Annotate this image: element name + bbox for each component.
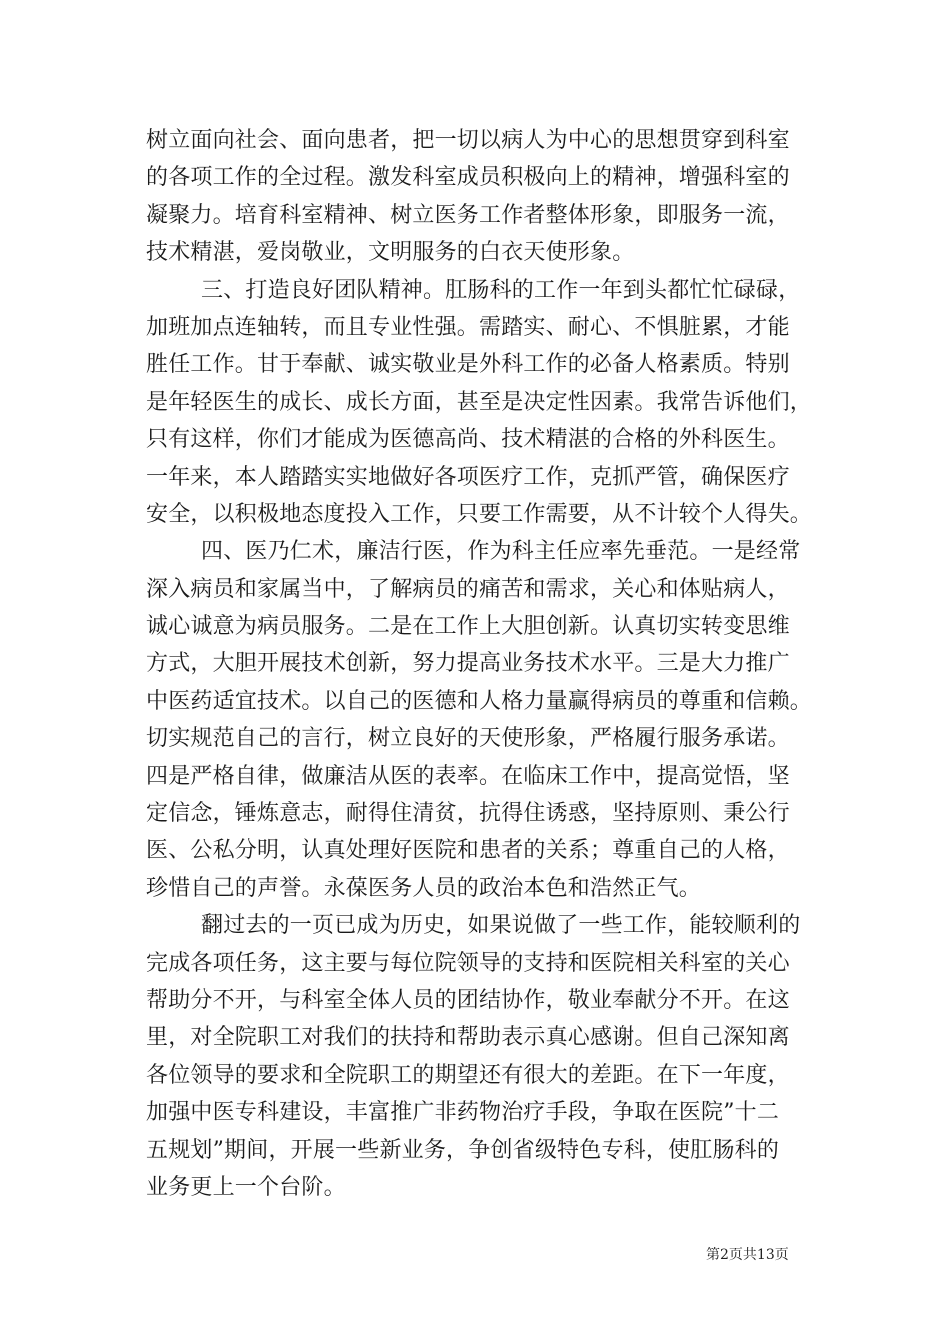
text-line: 业务更上一个台阶。 <box>146 1174 346 1200</box>
text-line: 四是严格自律，做廉洁从医的表率。在临床工作中，提高觉悟，坚 <box>146 763 790 789</box>
text-line: 珍惜自己的声誉。永葆医务人员的政治本色和浩然正气。 <box>146 875 702 901</box>
page-number-footer: 第2页共13页 <box>706 1247 789 1263</box>
text-line: 一年来，本人踏踏实实地做好各项医疗工作，克抓严管，确保医疗 <box>146 464 790 490</box>
text-line: 树立面向社会、面向患者，把一切以病人为中心的思想贯穿到科室 <box>146 128 790 153</box>
text-line: 完成各项任务，这主要与每位院领导的支持和医院相关科室的关心 <box>146 950 790 976</box>
text-line: 中医药适宜技术。以自己的医德和人格力量赢得病员的尊重和信赖。 <box>146 688 813 714</box>
text-line: 定信念，锤炼意志，耐得住清贫，抗得住诱惑，坚持原则、秉公行 <box>146 801 790 827</box>
text-line: 凝聚力。培育科室精神、树立医务工作者整体形象，即服务一流， <box>146 202 790 228</box>
text-line: 安全，以积极地态度投入工作，只要工作需要，从不计较个人得失。 <box>146 501 813 527</box>
text-line: 医、公私分明，认真处理好医院和患者的关系；尊重自己的人格， <box>146 838 790 864</box>
text-line: 是年轻医生的成长、成长方面，甚至是决定性因素。我常告诉他们， <box>146 389 813 415</box>
text-line: 技术精湛，爱岗敬业，文明服务的白衣天使形象。 <box>146 240 635 266</box>
paragraph-start-line: 四、医乃仁术，廉洁行医，作为科主任应率先垂范。一是经常 <box>201 539 801 565</box>
body-text <box>146 122 826 1206</box>
text-line: 深入病员和家属当中，了解病员的痛苦和需求，关心和体贴病人， <box>146 576 790 602</box>
text-line: 里，对全院职工对我们的扶持和帮助表示真心感谢。但自己深知离 <box>146 1025 790 1051</box>
text-line: 五规划”期间，开展一些新业务，争创省级特色专科，使肛肠科的 <box>146 1137 780 1163</box>
text-line: 加班加点连轴转，而且专业性强。需踏实、耐心、不惧脏累，才能 <box>146 314 790 340</box>
text-line: 只有这样，你们才能成为医德高尚、技术精湛的合格的外科医生。 <box>146 427 790 453</box>
text-line: 胜任工作。甘于奉献、诚实敬业是外科工作的必备人格素质。特别 <box>146 352 790 378</box>
text-line: 加强中医专科建设，丰富推广非药物治疗手段，争取在医院”十二 <box>146 1100 780 1126</box>
text-line: 切实规范自己的言行，树立良好的天使形象，严格履行服务承诺。 <box>146 726 790 752</box>
paragraph-start-line: 翻过去的一页已成为历史，如果说做了一些工作，能较顺利的 <box>201 913 801 939</box>
text-line: 帮助分不开，与科室全体人员的团结协作，敬业奉献分不开。在这 <box>146 987 790 1013</box>
text-line: 各位领导的要求和全院职工的期望还有很大的差距。在下一年度， <box>146 1062 790 1088</box>
text-line: 方式，大胆开展技术创新，努力提高业务技术水平。三是大力推广 <box>146 651 790 677</box>
paragraph-start-line: 三、打造良好团队精神。肛肠科的工作一年到头都忙忙碌碌， <box>201 277 801 303</box>
text-line: 的各项工作的全过程。激发科室成员积极向上的精神，增强科室的 <box>146 165 790 191</box>
text-line: 诚心诚意为病员服务。二是在工作上大胆创新。认真切实转变思维 <box>146 614 790 640</box>
